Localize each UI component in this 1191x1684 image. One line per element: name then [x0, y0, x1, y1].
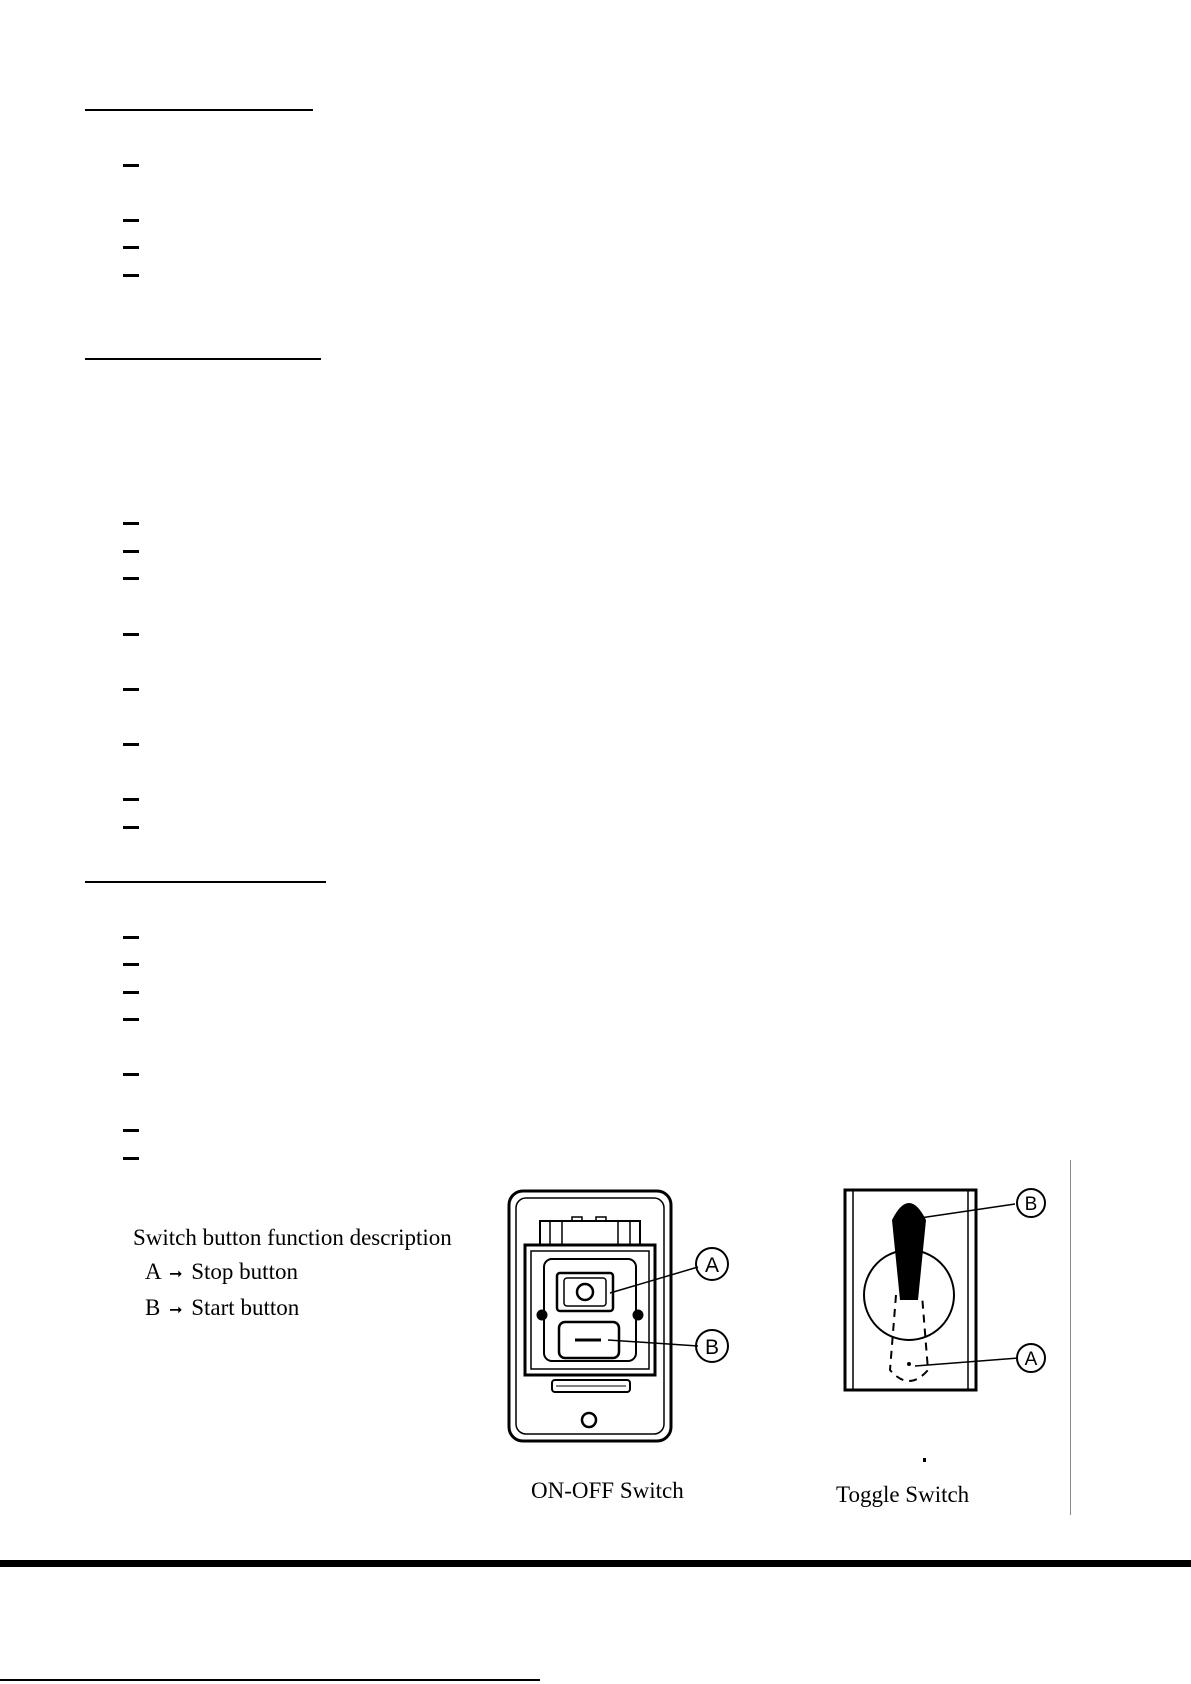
legend-letter: B — [145, 1295, 161, 1320]
legend-text: Start button — [191, 1295, 300, 1320]
scan-mark — [0, 1679, 540, 1681]
list-bullet — [123, 936, 139, 939]
legend-text: Stop button — [191, 1259, 298, 1284]
section-rule-3 — [85, 881, 326, 883]
legend-item-a — [145, 1260, 298, 1283]
list-bullet — [123, 798, 139, 801]
toggle-switch-figure — [830, 1180, 1060, 1460]
list-bullet — [123, 1129, 139, 1132]
list-bullet — [123, 633, 139, 636]
list-bullet — [123, 246, 139, 249]
list-bullet — [123, 522, 139, 525]
legend-letter: A — [145, 1259, 161, 1284]
callout-a-label: A — [704, 1254, 720, 1277]
arrow-right-icon: ➞ — [169, 1264, 183, 1283]
section-rule-1 — [85, 109, 313, 111]
legend-item-b — [145, 1296, 299, 1319]
on-off-switch-figure — [500, 1185, 750, 1445]
callout-b-label: B — [1024, 1194, 1038, 1215]
list-bullet — [123, 991, 139, 994]
legend-title: Switch button function description — [133, 1225, 452, 1250]
list-bullet — [123, 688, 139, 691]
callout-a-label: A — [1024, 1349, 1038, 1370]
list-bullet — [123, 577, 139, 580]
list-bullet — [123, 274, 139, 277]
list-bullet — [123, 164, 139, 167]
callout-b-label: B — [704, 1336, 720, 1359]
list-bullet — [123, 826, 139, 829]
list-bullet — [123, 219, 139, 222]
list-bullet — [123, 1157, 139, 1160]
arrow-right-icon: ➞ — [169, 1300, 183, 1319]
list-bullet — [123, 1073, 139, 1076]
section-rule-2 — [85, 358, 321, 360]
list-bullet — [123, 963, 139, 966]
toggle-switch-caption: Toggle Switch — [836, 1482, 970, 1507]
list-bullet — [123, 1018, 139, 1021]
list-bullet — [123, 743, 139, 746]
stray-dot — [923, 1458, 926, 1462]
margin-line — [1070, 1160, 1071, 1515]
page-bottom-bar — [0, 1560, 1191, 1567]
list-bullet — [123, 550, 139, 553]
on-off-switch-caption: ON-OFF Switch — [531, 1478, 684, 1503]
